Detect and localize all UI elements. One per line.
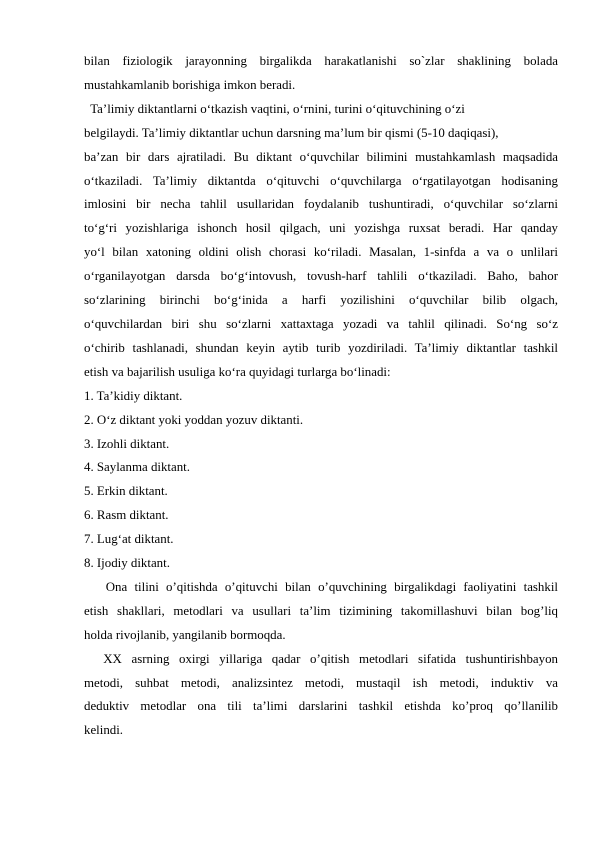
text-line: Ona tilini o’qitishda o’qituvchi bilan o’quvchining birgalikdagi faoliyatini tashkil — [84, 579, 558, 594]
list-item: 2. O‘z diktant yoki yoddan yozuv diktanti. — [84, 412, 304, 427]
list-item: 4. Saylanma diktant. — [84, 460, 190, 475]
text-line: ba’zan bir dars ajratiladi. Bu diktant o‘quvchilar bilimini mustahkamlash maqsadida — [84, 149, 558, 164]
text-line: yo‘l bilan xatoning oldini olish chorasi ko‘riladi. Masalan, 1-sinfda a va o unlilari — [84, 245, 558, 260]
list-item: 5. Erkin diktant. — [84, 484, 168, 499]
text-line: o‘rganilayotgan darsda bo‘g‘intovush, tovush-harf tahlili o‘tkaziladi. Baho, bahor — [84, 269, 558, 284]
list-item: 1. Ta’kidiy diktant. — [84, 388, 183, 403]
text-line: to‘g‘ri yozishlariga ishonch hosil qilgach, uni yozishga ruxsat beradi. Har qanday — [84, 221, 558, 236]
text-line: o‘tkaziladi. Ta’limiy diktantda o‘qituvchi o‘quvchilarga o‘rgatilayotgan hodisaning — [84, 173, 558, 188]
list-item: 3. Izohli diktant. — [84, 436, 170, 451]
text-line: imlosini bir necha tahlil usullaridan foydalanib tushuntiradi, o‘quvchilar so‘zlarni — [84, 197, 558, 212]
list-item: 7. Lug‘at diktant. — [84, 532, 174, 547]
text-line: o‘quvchilardan biri shu so‘zlarni xattaxtaga yozadi va tahlil qilinadi. So‘ng so‘z — [84, 316, 558, 331]
text-line: belgilaydi. Ta’limiy diktantlar uchun darsning ma’lum bir qismi (5-10 daqiqasi), — [84, 125, 499, 140]
text-line: o‘chirib tashlanadi, shundan keyin aytib turib yozdiriladi. Ta’limiy diktantlar tashkil — [84, 340, 558, 355]
text-line: Ta’limiy diktantlarni o‘tkazish vaqtini, o‘rnini, turini o‘qituvchining o‘zi — [84, 101, 465, 116]
text-line: mustahkamlanib borishiga imkon beradi. — [84, 77, 296, 92]
text-line: etish shakllari, metodlari va usullari ta’lim tizimining takomillashuvi bilan bog’liq — [84, 603, 558, 618]
document-page — [84, 50, 558, 743]
list-item: 6. Rasm diktant. — [84, 508, 169, 523]
list-item: 8. Ijodiy diktant. — [84, 556, 170, 571]
text-line: so‘zlarining birinchi bo‘g‘inida a harfi yozilishini o‘quvchilar bilib olgach, — [84, 293, 558, 308]
text-line: holda rivojlanib, yangilanib bormoqda. — [84, 627, 286, 642]
text-line: deduktiv metodlar ona tili ta’limi darslarini tashkil etishda ko’proq qo’llanilib — [84, 699, 558, 714]
text-line: bilan fiziologik jarayonning birgalikda harakatlanishi so`zlar shaklining bolada — [84, 54, 558, 68]
text-line: etish va bajarilish usuliga ko‘ra quyidagi turlarga bo‘linadi: — [84, 364, 391, 379]
text-line: kelindi. — [84, 723, 124, 738]
paragraph-ona-tili — [84, 576, 558, 648]
text-line: XX asrning oxirgi yillariga qadar o’qitish metodlari sifatida tushuntirishbayon — [84, 651, 558, 666]
text-line: metodi, suhbat metodi, analizsintez metodi, mustaqil ish metodi, induktiv va — [84, 675, 558, 690]
paragraph-continuation — [84, 50, 558, 98]
diktant-types-list — [84, 385, 558, 576]
paragraph-talimiy-diktantlar — [84, 98, 558, 385]
paragraph-xx-asr — [84, 648, 558, 744]
